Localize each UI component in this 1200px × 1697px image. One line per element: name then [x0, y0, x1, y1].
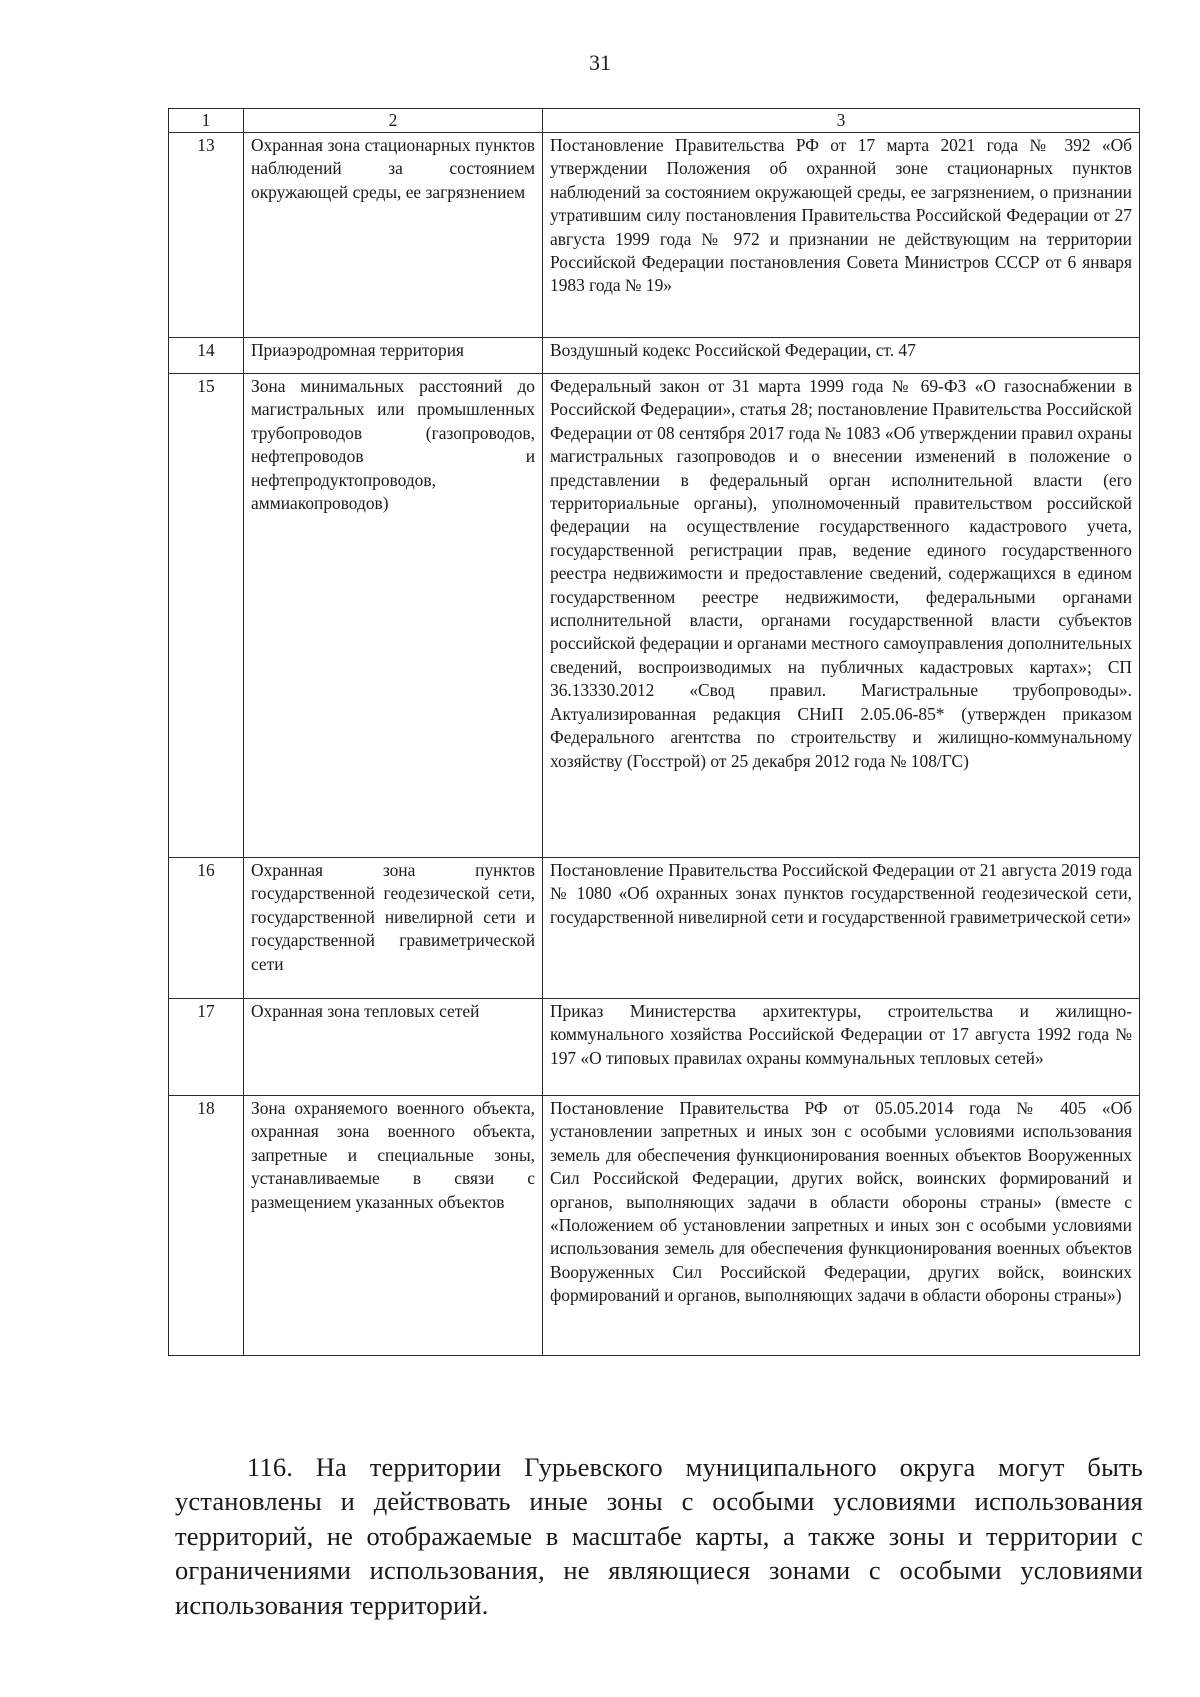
zone-name: Приаэродромная территория	[244, 338, 543, 374]
legal-basis: Постановление Правительства РФ от 05.05.2014 года № 405 «Об установлении запретных и иных зон с особыми условиями использования земель для обеспечения функционирования военных объектов Вооруженных Сил Российской Федерации, других войск, воинских формирований и органов, выполняющих задачи в области обороны страны» (вместе с «Положением об установлении запретных и иных зон с особыми условиями использования земель для обеспечения функционирования военных объектов Вооруженных Сил Российской Федерации, других войск, воинских формирований и органов, выполняющих задачи в области обороны страны»)	[543, 1096, 1140, 1356]
legal-basis: Федеральный закон от 31 марта 1999 года № 69-ФЗ «О газоснабжении в Российской Федерации», статья 28; постановление Правительства Российской Федерации от 08 сентября 2017 года № 1083 «Об утверждении правил охраны магистральных газопроводов и о внесении изменений в положение о представлении в федеральный орган исполнительной власти (его территориальные органы), уполномоченный правительством российской федерации на осуществление государственного кадастрового учета, государственной регистрации прав, ведение единого государственного реестра недвижимости и предоставление сведений, содержащихся в едином государственном реестре недвижимости, федеральными органами исполнительной власти, органами государственной власти субъектов российской федерации и органами местного самоуправления дополнительных сведений, воспроизводимых на публичных кадастровых картах»; СП 36.13330.2012 «Свод правил. Магистральные трубопроводы». Актуализированная редакция СНиП 2.05.06-85* (утвержден приказом Федерального агентства по строительству и жилищно-коммунальному хозяйству (Госстрой) от 25 декабря 2012 года № 108/ГС)	[543, 374, 1140, 858]
table-header-row	[169, 109, 1140, 133]
legal-basis: Приказ Министерства архитектуры, строительства и жилищно-коммунального хозяйства Российской Федерации от 17 августа 1992 года № 197 «О типовых правилах охраны коммунальных тепловых сетей»	[543, 999, 1140, 1096]
page-number: 31	[589, 50, 611, 75]
zone-name: Зона минимальных расстояний до магистральных или промышленных трубопроводов (газопроводов, нефтепроводов и нефтепродуктопроводов, аммиакопроводов)	[244, 374, 543, 858]
row-number: 16	[169, 858, 244, 999]
row-number: 13	[169, 133, 244, 338]
table-row	[169, 133, 1140, 338]
column-header-basis: 3	[543, 109, 1140, 133]
zone-name: Зона охраняемого военного объекта, охранная зона военного объекта, запретные и специальные зоны, устанавливаемые в связи с размещением указанных объектов	[244, 1096, 543, 1356]
column-header-zone: 2	[244, 109, 543, 133]
zone-name: Охранная зона пунктов государственной геодезической сети, государственной нивелирной сети и государственной гравиметрической сети	[244, 858, 543, 999]
table-row	[169, 338, 1140, 374]
table-row	[169, 858, 1140, 999]
zone-name: Охранная зона стационарных пунктов наблюдений за состоянием окружающей среды, ее загрязнением	[244, 133, 543, 338]
paragraph-116: 116. На территории Гурьевского муниципального округа могут быть установлены и действовать иные зоны с особыми условиями использования территорий, не отображаемые в масштабе карты, а также зоны и территории с ограничениями использования, не являющиеся зонами с особыми условиями использования территорий.	[175, 1451, 1143, 1620]
row-number: 15	[169, 374, 244, 858]
legal-basis: Постановление Правительства РФ от 17 марта 2021 года № 392 «Об утверждении Положения об охранной зоне стационарных пунктов наблюдений за состоянием окружающей среды, ее загрязнением, о признании утратившим силу постановления Правительства Российской Федерации от 27 августа 1999 года № 972 и признании не действующим на территории Российской Федерации постановления Совета Министров СССР от 6 января 1983 года № 19»	[543, 133, 1140, 338]
zones-table	[168, 108, 1140, 1356]
column-header-number: 1	[169, 109, 244, 133]
row-number: 14	[169, 338, 244, 374]
legal-basis: Постановление Правительства Российской Федерации от 21 августа 2019 года № 1080 «Об охранных зонах пунктов государственной геодезической сети, государственной нивелирной сети и государственной гравиметрической сети»	[543, 858, 1140, 999]
row-number: 18	[169, 1096, 244, 1356]
legal-basis: Воздушный кодекс Российской Федерации, ст. 47	[543, 338, 1140, 374]
table-row	[169, 374, 1140, 858]
zone-name: Охранная зона тепловых сетей	[244, 999, 543, 1096]
table-row	[169, 999, 1140, 1096]
row-number: 17	[169, 999, 244, 1096]
table-row	[169, 1096, 1140, 1356]
